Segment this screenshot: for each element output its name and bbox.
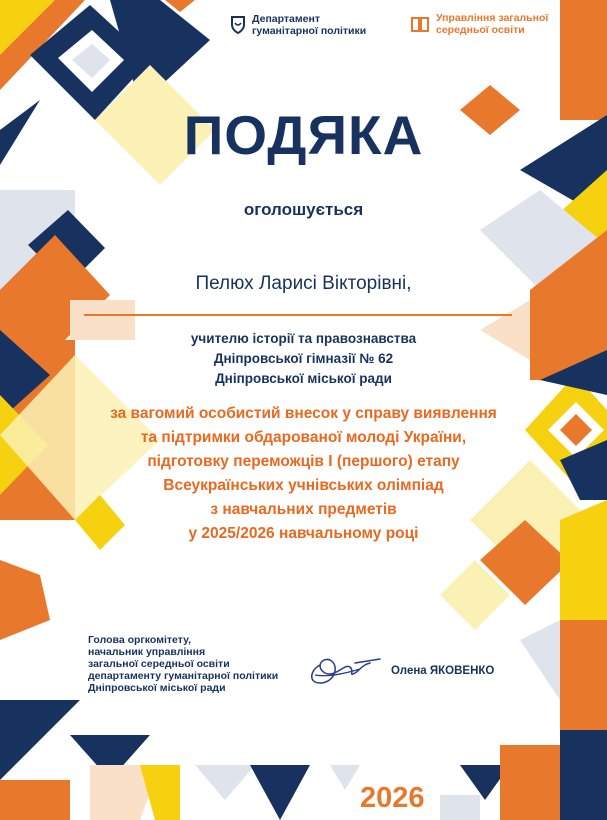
signature-title-line: начальник управління [88,646,206,658]
deco-shape [520,620,560,700]
certificate-title: ПОДЯКА [183,104,424,166]
deco-shape [195,765,255,800]
merit-line: Всеукраїнських учнівських олімпіад [163,477,444,494]
merit-line: з навчальних предметів [210,501,397,518]
department-logo [230,13,366,37]
merit-line: за вагомий особистий внесок у справу виявлення [110,405,497,422]
position-line: Дніпровської гімназії № 62 [213,351,394,366]
divider [84,314,512,316]
merit-line: у 2025/2026 навчальному році [188,525,419,542]
deco-shape [500,745,560,820]
deco-shape [250,765,310,820]
signature-title-line: Дніпровської міської ради [88,682,226,694]
deco-shape [0,780,70,820]
merit-line: підготовку переможців І (першого) етапу [147,453,460,470]
signature-title-line: департаменту гуманітарної політики [88,670,279,682]
announce-text: оголошується [243,200,364,219]
department-logo-line: гуманітарної політики [252,25,367,37]
deco-shape [0,560,50,640]
merit-line: та підтримки обдарованої молоді України, [140,429,467,446]
recipient-name: Пелюх Ларисі Вікторівні, [195,273,412,294]
certificate-year: 2026 [360,782,425,814]
shield-icon [230,15,246,35]
signature-title-line: загальної середньої освіти [88,658,230,670]
position-line: учителю історії та правознавства [190,331,417,346]
signature-title-line: Голова оргкомітету, [88,634,192,646]
deco-shape [440,795,480,820]
education-logo-line: Управління загальної [436,12,549,24]
deco-shape [560,730,607,820]
deco-shape [330,765,360,790]
deco-shape [0,700,80,780]
book-icon [410,15,430,33]
signer-name: Олена ЯКОВЕНКО [391,665,495,677]
deco-shape [560,620,607,730]
position-line: Дніпровської міської ради [215,371,392,386]
education-logo [410,12,548,36]
department-logo-line: Департамент [252,13,320,25]
handwritten-signature [300,645,385,690]
deco-shape [560,0,607,120]
education-logo-line: середньої освіти [436,24,525,36]
